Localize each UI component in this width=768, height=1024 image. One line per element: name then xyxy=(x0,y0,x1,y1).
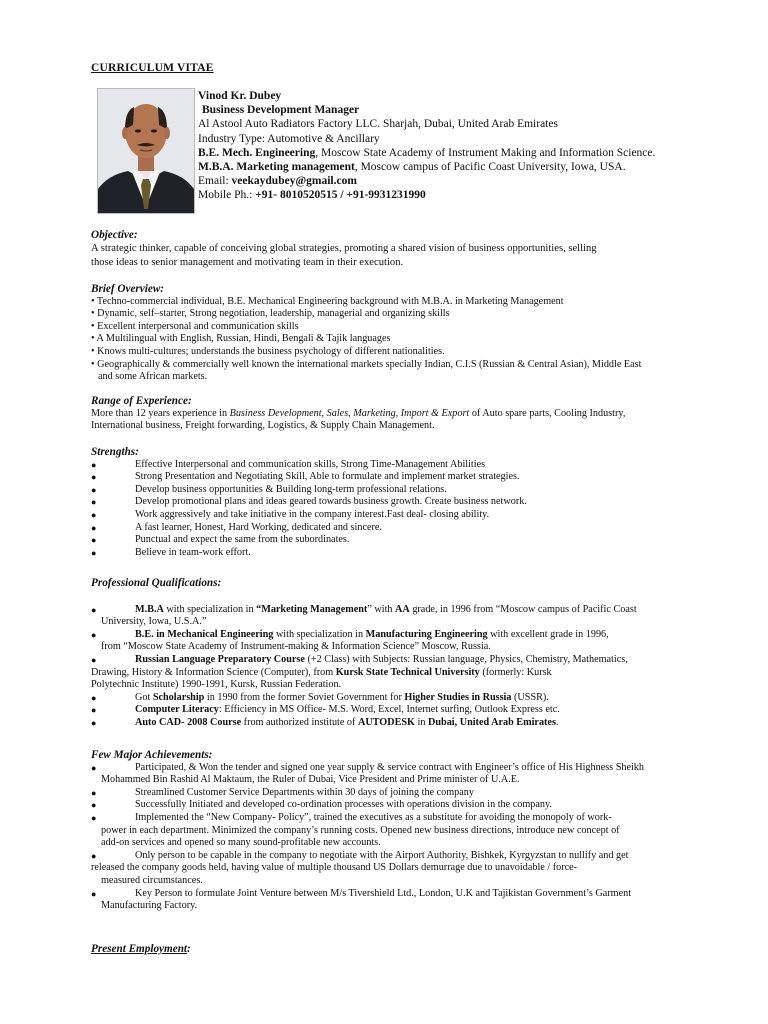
qual-bold: Higher Studies in Russia xyxy=(404,691,512,703)
qual-text: with specialization in xyxy=(163,603,257,615)
strength-item xyxy=(91,522,711,535)
strength-item xyxy=(91,534,711,547)
qual-text: ” with xyxy=(367,603,396,615)
bullet-icon: ● xyxy=(91,629,97,640)
degree-mba-detail: , Moscow campus of Pacific Coast University, Iowa, USA. xyxy=(354,161,626,174)
experience-areas: Business Development, Sales, Marketing, Import & Export xyxy=(229,407,470,419)
achievement-item xyxy=(91,850,711,888)
experience-post: of Auto spare parts, Cooling Industry, xyxy=(469,407,626,419)
overview-item: • Excellent interpersonal and communication skills xyxy=(91,320,299,332)
employment-heading: Present Employment xyxy=(91,943,188,955)
strengths-section xyxy=(91,446,711,559)
qual-continuation: Polytechnic Institute) 1990-1991, Kursk, Russian Federation. xyxy=(91,679,342,691)
mobile-line xyxy=(198,188,718,202)
degree-be-detail: , Moscow State Academy of Instrument Making and Information Science. xyxy=(315,146,656,159)
company-line: Al Astool Auto Radiators Factory LLC. Sharjah, Dubai, United Arab Emirates xyxy=(198,118,558,131)
bullet-icon: ● xyxy=(91,522,97,533)
contact-header xyxy=(198,89,718,203)
bullet-icon: ● xyxy=(91,535,97,546)
objective-text-2: those ideas to senior management and motivating team in their execution. xyxy=(91,256,404,268)
experience-heading: Range of Experience: xyxy=(91,395,192,407)
achievement-continuation: Manufacturing Factory. xyxy=(101,900,198,912)
qual-text: (formerly: Kursk xyxy=(479,666,552,678)
qual-mba: M.B.A xyxy=(135,603,164,615)
qual-continuation: University, Iowa, U.S.A.” xyxy=(101,616,207,628)
overview-section xyxy=(91,283,711,384)
document-title: CURRICULUM VITAE xyxy=(91,62,214,74)
strength-item xyxy=(91,484,711,497)
overview-item: • Dynamic, self–starter, Strong negotiation, leadership, managerial and organizing skills xyxy=(91,308,450,320)
email-label: Email: xyxy=(198,175,232,188)
qual-grade: AA xyxy=(395,603,410,615)
bullet-icon: ● xyxy=(91,484,97,495)
qual-text: (USSR). xyxy=(511,691,549,703)
strength-item xyxy=(91,459,711,472)
overview-item: • A Multilingual with English, Russian, Hindi, Bengali & Tajik languages xyxy=(91,333,391,345)
qualifications-section xyxy=(91,577,711,730)
email-line xyxy=(198,174,718,188)
overview-item-continuation: and some African markets. xyxy=(98,371,208,383)
qual-be: B.E. in Mechanical Engineering xyxy=(135,628,274,640)
email-address[interactable]: veekaydubey@gmail.com xyxy=(231,175,357,188)
experience-pre: More than 12 years experience in xyxy=(91,407,230,419)
achievement-text: Streamlined Customer Service Departments within 30 days of joining the company xyxy=(135,786,474,798)
candidate-name: Vinod Kr. Dubey xyxy=(198,90,282,102)
bullet-icon: ● xyxy=(91,604,97,615)
achievement-item xyxy=(91,888,711,913)
achievement-text: Participated, & Won the tender and signed one year supply & service contract with Engineer’s office of His Highness Sheikh xyxy=(135,761,644,773)
experience-text-1 xyxy=(91,408,711,421)
achievement-continuation: released the company goods held, having value of multiple thousand US Dollars demurrage due to unavoidable / force- xyxy=(91,862,578,874)
overview-item: • Geographically & commercially well known the international markets specially Indian, C.I.S (Russian & Central Asian), Middle East xyxy=(91,358,642,370)
strength-text: A fast learner, Honest, Hard Working, dedicated and sincere. xyxy=(135,521,382,533)
candidate-role: Business Development Manager xyxy=(202,104,360,117)
objective-section xyxy=(91,229,711,270)
bullet-icon: ● xyxy=(91,509,97,520)
bullet-icon: ● xyxy=(91,459,97,470)
experience-section xyxy=(91,395,711,433)
bullet-icon: ● xyxy=(91,692,97,703)
strength-text: Believe in team-work effort. xyxy=(135,546,251,558)
qual-computer: Computer Literacy xyxy=(135,704,219,716)
achievement-item xyxy=(91,762,711,787)
qualifications-heading: Professional Qualifications: xyxy=(91,577,222,589)
qual-text: : Efficiency in MS Office- M.S. Word, Excel, Internet surfing, Outlook Express etc. xyxy=(218,704,560,716)
qualification-item xyxy=(91,604,711,629)
achievement-continuation: power in each department. Minimized the company’s running costs. Opened new business directions, introduce new concept of xyxy=(101,824,620,836)
employment-colon: : xyxy=(187,943,191,955)
bullet-icon: ● xyxy=(91,787,97,798)
mobile-label: Mobile Ph.: xyxy=(198,189,256,202)
strength-text: Punctual and expect the same from the subordinates. xyxy=(135,534,350,546)
portrait-illustration xyxy=(98,89,194,213)
qual-autocad: Auto CAD- 2008 Course xyxy=(135,716,242,728)
overview-item: • Knows multi-cultures; understands the business psychology of different nationalities. xyxy=(91,345,445,357)
industry-line: Industry Type: Automotive & Ancillary xyxy=(198,132,380,145)
qual-text: Got xyxy=(135,691,153,703)
degree-mba-line xyxy=(198,160,718,174)
objective-heading: Objective: xyxy=(91,229,138,241)
achievement-text: Implemented the “New Company- Policy”, trained the executives as a substitute for avoiding the monopoly of work- xyxy=(135,811,612,823)
bullet-icon: ● xyxy=(91,717,97,728)
qual-text: (+2 Class) with Subjects: Russian language, Physics, Chemistry, Mathematics, xyxy=(304,653,628,665)
strength-text: Work aggressively and take initiative in the company interest.Fast deal- closing ability. xyxy=(135,508,490,520)
strength-text: Strong Presentation and Negotiating Skill, Able to formulate and implement market strategies. xyxy=(135,471,520,483)
overview-heading: Brief Overview: xyxy=(91,283,165,295)
qual-russian: Russian Language Preparatory Course xyxy=(135,653,305,665)
bullet-icon: ● xyxy=(91,762,97,773)
strength-text: Effective Interpersonal and communication skills, Strong Time-Management Abilities xyxy=(135,458,486,470)
qual-text: in 1990 from the former Soviet Government for xyxy=(204,691,405,703)
qualification-item xyxy=(91,704,711,717)
strength-text: Develop promotional plans and ideas geared towards business growth. Create business network. xyxy=(135,496,527,508)
degree-be: B.E. Mech. Engineering xyxy=(198,146,316,159)
qual-bold: Dubai, United Arab Emirates xyxy=(428,716,556,728)
degree-mba: M.B.A. Marketing management xyxy=(198,161,355,174)
experience-text-2: International business, Freight forwarding, Logistics, & Supply Chain Management. xyxy=(91,420,435,432)
objective-text-1: A strategic thinker, capable of conceiving global strategies, promoting a shared vision of business opportunities, selling xyxy=(91,242,597,254)
qual-scholarship: Scholarship xyxy=(152,691,205,703)
qual-text: from authorized institute of xyxy=(241,716,358,728)
qual-bold: Manufacturing Engineering xyxy=(365,628,488,640)
strength-text: Develop business opportunities & Building long-term professional relations. xyxy=(135,483,447,495)
strength-item xyxy=(91,496,711,509)
bullet-icon: ● xyxy=(91,547,97,558)
achievement-text: Only person to be capable in the company to negotiate with the Airport Authority, Bishkek, Kyrgyzstan to nullify and get xyxy=(135,849,629,861)
achievement-continuation: measured circumstances. xyxy=(101,874,203,886)
bullet-icon: ● xyxy=(91,654,97,665)
qual-text: grade, in 1996 from “Moscow campus of Pacific Coast xyxy=(409,603,637,615)
qual-continuation: from “Moscow State Academy of Instrument-making & Information Science” Moscow, Russia. xyxy=(101,641,491,653)
achievement-text: Successfully Initiated and developed co-ordination processes with operations division in the company. xyxy=(135,799,552,811)
qualification-item xyxy=(91,692,711,705)
qual-bold: Kursk State Technical University xyxy=(335,666,480,678)
qualification-item xyxy=(91,629,711,654)
achievement-text: Key Person to formulate Joint Venture between M/s Tivershield Ltd., London, U.K and Tajikistan Government’s Garment xyxy=(135,887,632,899)
overview-item: • Techno-commercial individual, B.E. Mechanical Engineering background with M.B.A. in Marketing Management xyxy=(91,295,564,307)
bullet-icon: ● xyxy=(91,705,97,716)
bullet-icon: ● xyxy=(91,850,97,861)
qual-continuation xyxy=(91,667,711,680)
qual-bold: AUTODESK xyxy=(357,716,415,728)
qual-bold: “Marketing Management xyxy=(256,603,368,615)
achievement-item xyxy=(91,787,711,800)
achievement-item xyxy=(91,799,711,812)
employment-section xyxy=(91,943,711,957)
bullet-icon: ● xyxy=(91,812,97,823)
qualification-item xyxy=(91,717,711,730)
achievements-section xyxy=(91,749,711,913)
qual-text: in xyxy=(414,716,428,728)
qual-text: Drawing, History & Information Science (Computer), from xyxy=(91,666,336,678)
achievement-continuation: add-on services and opened so many sound-profitable new accounts. xyxy=(101,837,381,849)
qual-text: with excellent grade in 1996, xyxy=(487,628,609,640)
portrait-photo xyxy=(97,88,195,214)
bullet-icon: ● xyxy=(91,497,97,508)
achievements-heading: Few Major Achievements: xyxy=(91,749,213,761)
strength-item xyxy=(91,509,711,522)
achievement-continuation: Mohammed Bin Rashid Al Maktaum, the Ruler of Dubai, Vice President and Prime minister of U.A.E. xyxy=(101,774,520,786)
mobile-number[interactable]: +91- 8010520515 / +91-9931231990 xyxy=(255,189,426,202)
achievement-item xyxy=(91,812,711,850)
qualification-item xyxy=(91,654,711,692)
strengths-heading: Strengths: xyxy=(91,446,139,458)
strength-item xyxy=(91,547,711,560)
qual-text: . xyxy=(555,716,559,728)
degree-be-line xyxy=(198,146,718,160)
bullet-icon: ● xyxy=(91,800,97,811)
qual-text: with specialization in xyxy=(273,628,366,640)
bullet-icon: ● xyxy=(91,472,97,483)
bullet-icon: ● xyxy=(91,888,97,899)
strength-item xyxy=(91,471,711,484)
